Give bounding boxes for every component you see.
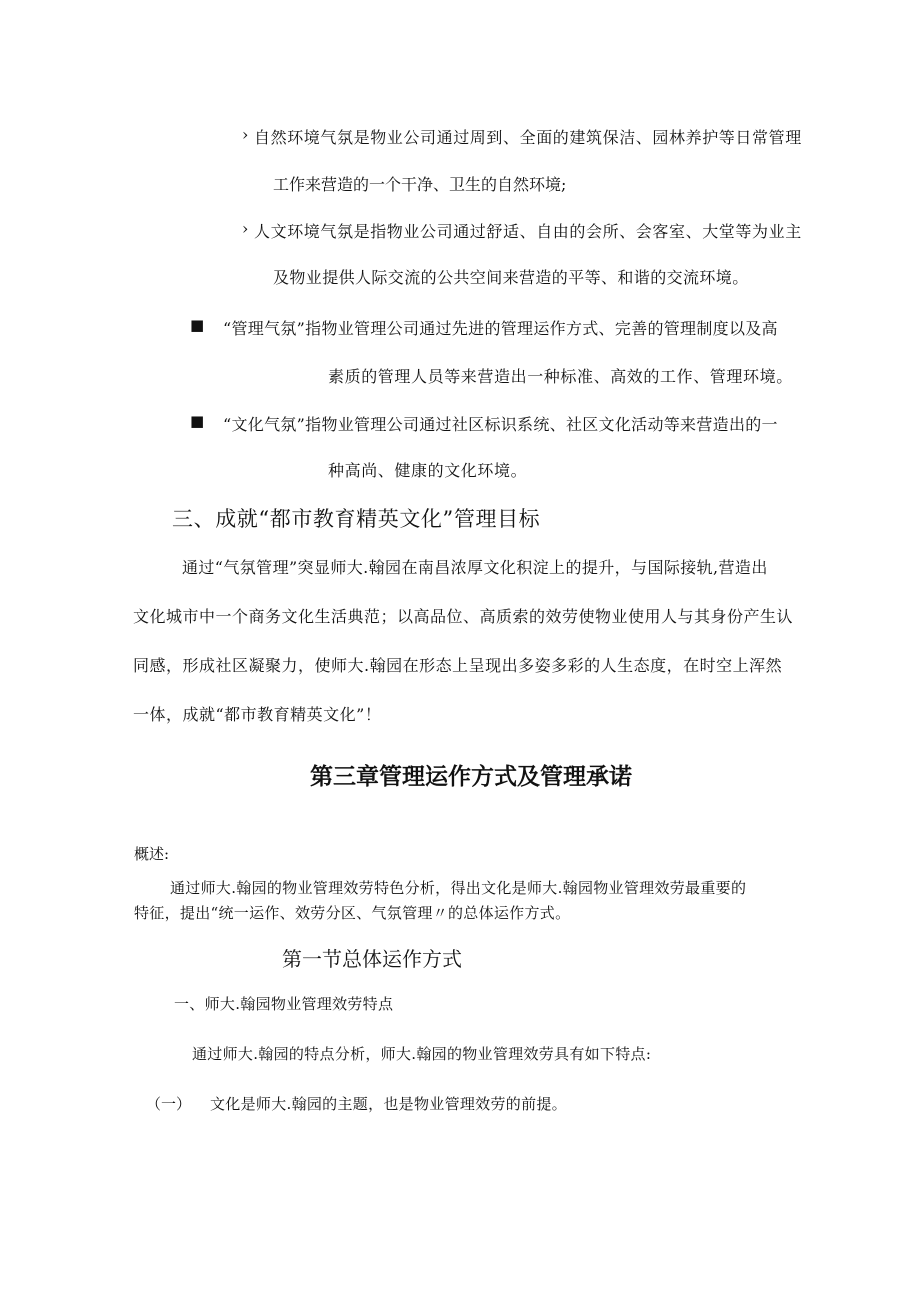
main-bullet-line: 种高尚、健康的文化环境。 xyxy=(328,461,528,480)
paragraph-line: 一体，成就“都市教育精英文化”！ xyxy=(133,705,382,724)
item-text: 文化是师大.翰园的主题，也是物业管理效劳的前提。 xyxy=(210,1095,567,1113)
sub-bullet-line: 人文环境气氛是指物业公司通过舒适、自由的会所、会客室、大堂等为业主 xyxy=(254,222,802,241)
overview-label: 概述: xyxy=(134,845,170,863)
main-bullet-line: 素质的管理人员等来营造出一种标准、高效的工作、管理环境。 xyxy=(328,367,793,386)
main-bullet-line: “文化气氛”指物业管理公司通过社区标识系统、社区文化活动等来营造出的一 xyxy=(223,415,778,434)
chapter-title: 第三章管理运作方式及管理承诺 xyxy=(310,764,632,790)
section-heading: 三、成就“都市教育精英文化”管理目标 xyxy=(172,507,541,531)
overview-line: 通过师大.翰园的物业管理效劳特色分析，得出文化是师大.翰园物业管理效劳最重要的 xyxy=(170,879,747,897)
sub-bullet-line: 自然环境气氛是物业公司通过周到、全面的建筑保洁、园林养护等日常管理 xyxy=(254,128,802,147)
paragraph-line: 文化城市中一个商务文化生活典范；以高品位、高质索的效劳使物业使用人与其身份产生认 xyxy=(133,607,794,626)
sub-bullet-marker: › xyxy=(242,125,249,144)
overview-line: 特征，提出“统一运作、效劳分区、气氛管理〃的总体运作方式。 xyxy=(134,904,571,922)
intro-text: 通过师大.翰园的特点分析，师大.翰园的物业管理效劳具有如下特点: xyxy=(192,1045,652,1063)
square-bullet-icon: ■ xyxy=(190,412,205,430)
sub-bullet-line: 工作来营造的一个干净、卫生的自然环境; xyxy=(273,175,567,194)
sub-bullet-line: 及物业提供人际交流的公共空间来营造的平等、和谐的交流环境。 xyxy=(273,268,749,287)
paragraph-line: 同感，形成社区凝聚力，使师大.翰园在形态上呈现出多姿多彩的人生态度，在时空上浑然 xyxy=(133,656,783,675)
sub-heading: 一、师大.翰园物业管理效劳特点 xyxy=(174,995,394,1013)
sub-bullet-marker: › xyxy=(242,219,249,238)
square-bullet-icon: ■ xyxy=(190,316,205,334)
paragraph-line: 通过“气氛管理”突显师大.翰园在南昌浓厚文化积淀上的提升，与国际接轨,营造出 xyxy=(182,558,768,577)
node-title: 第一节总体运作方式 xyxy=(282,947,462,971)
item-marker: （一） xyxy=(146,1095,192,1113)
main-bullet-line: “管理气氛”指物业管理公司通过先进的管理运作方式、完善的管理制度以及高 xyxy=(223,319,778,338)
